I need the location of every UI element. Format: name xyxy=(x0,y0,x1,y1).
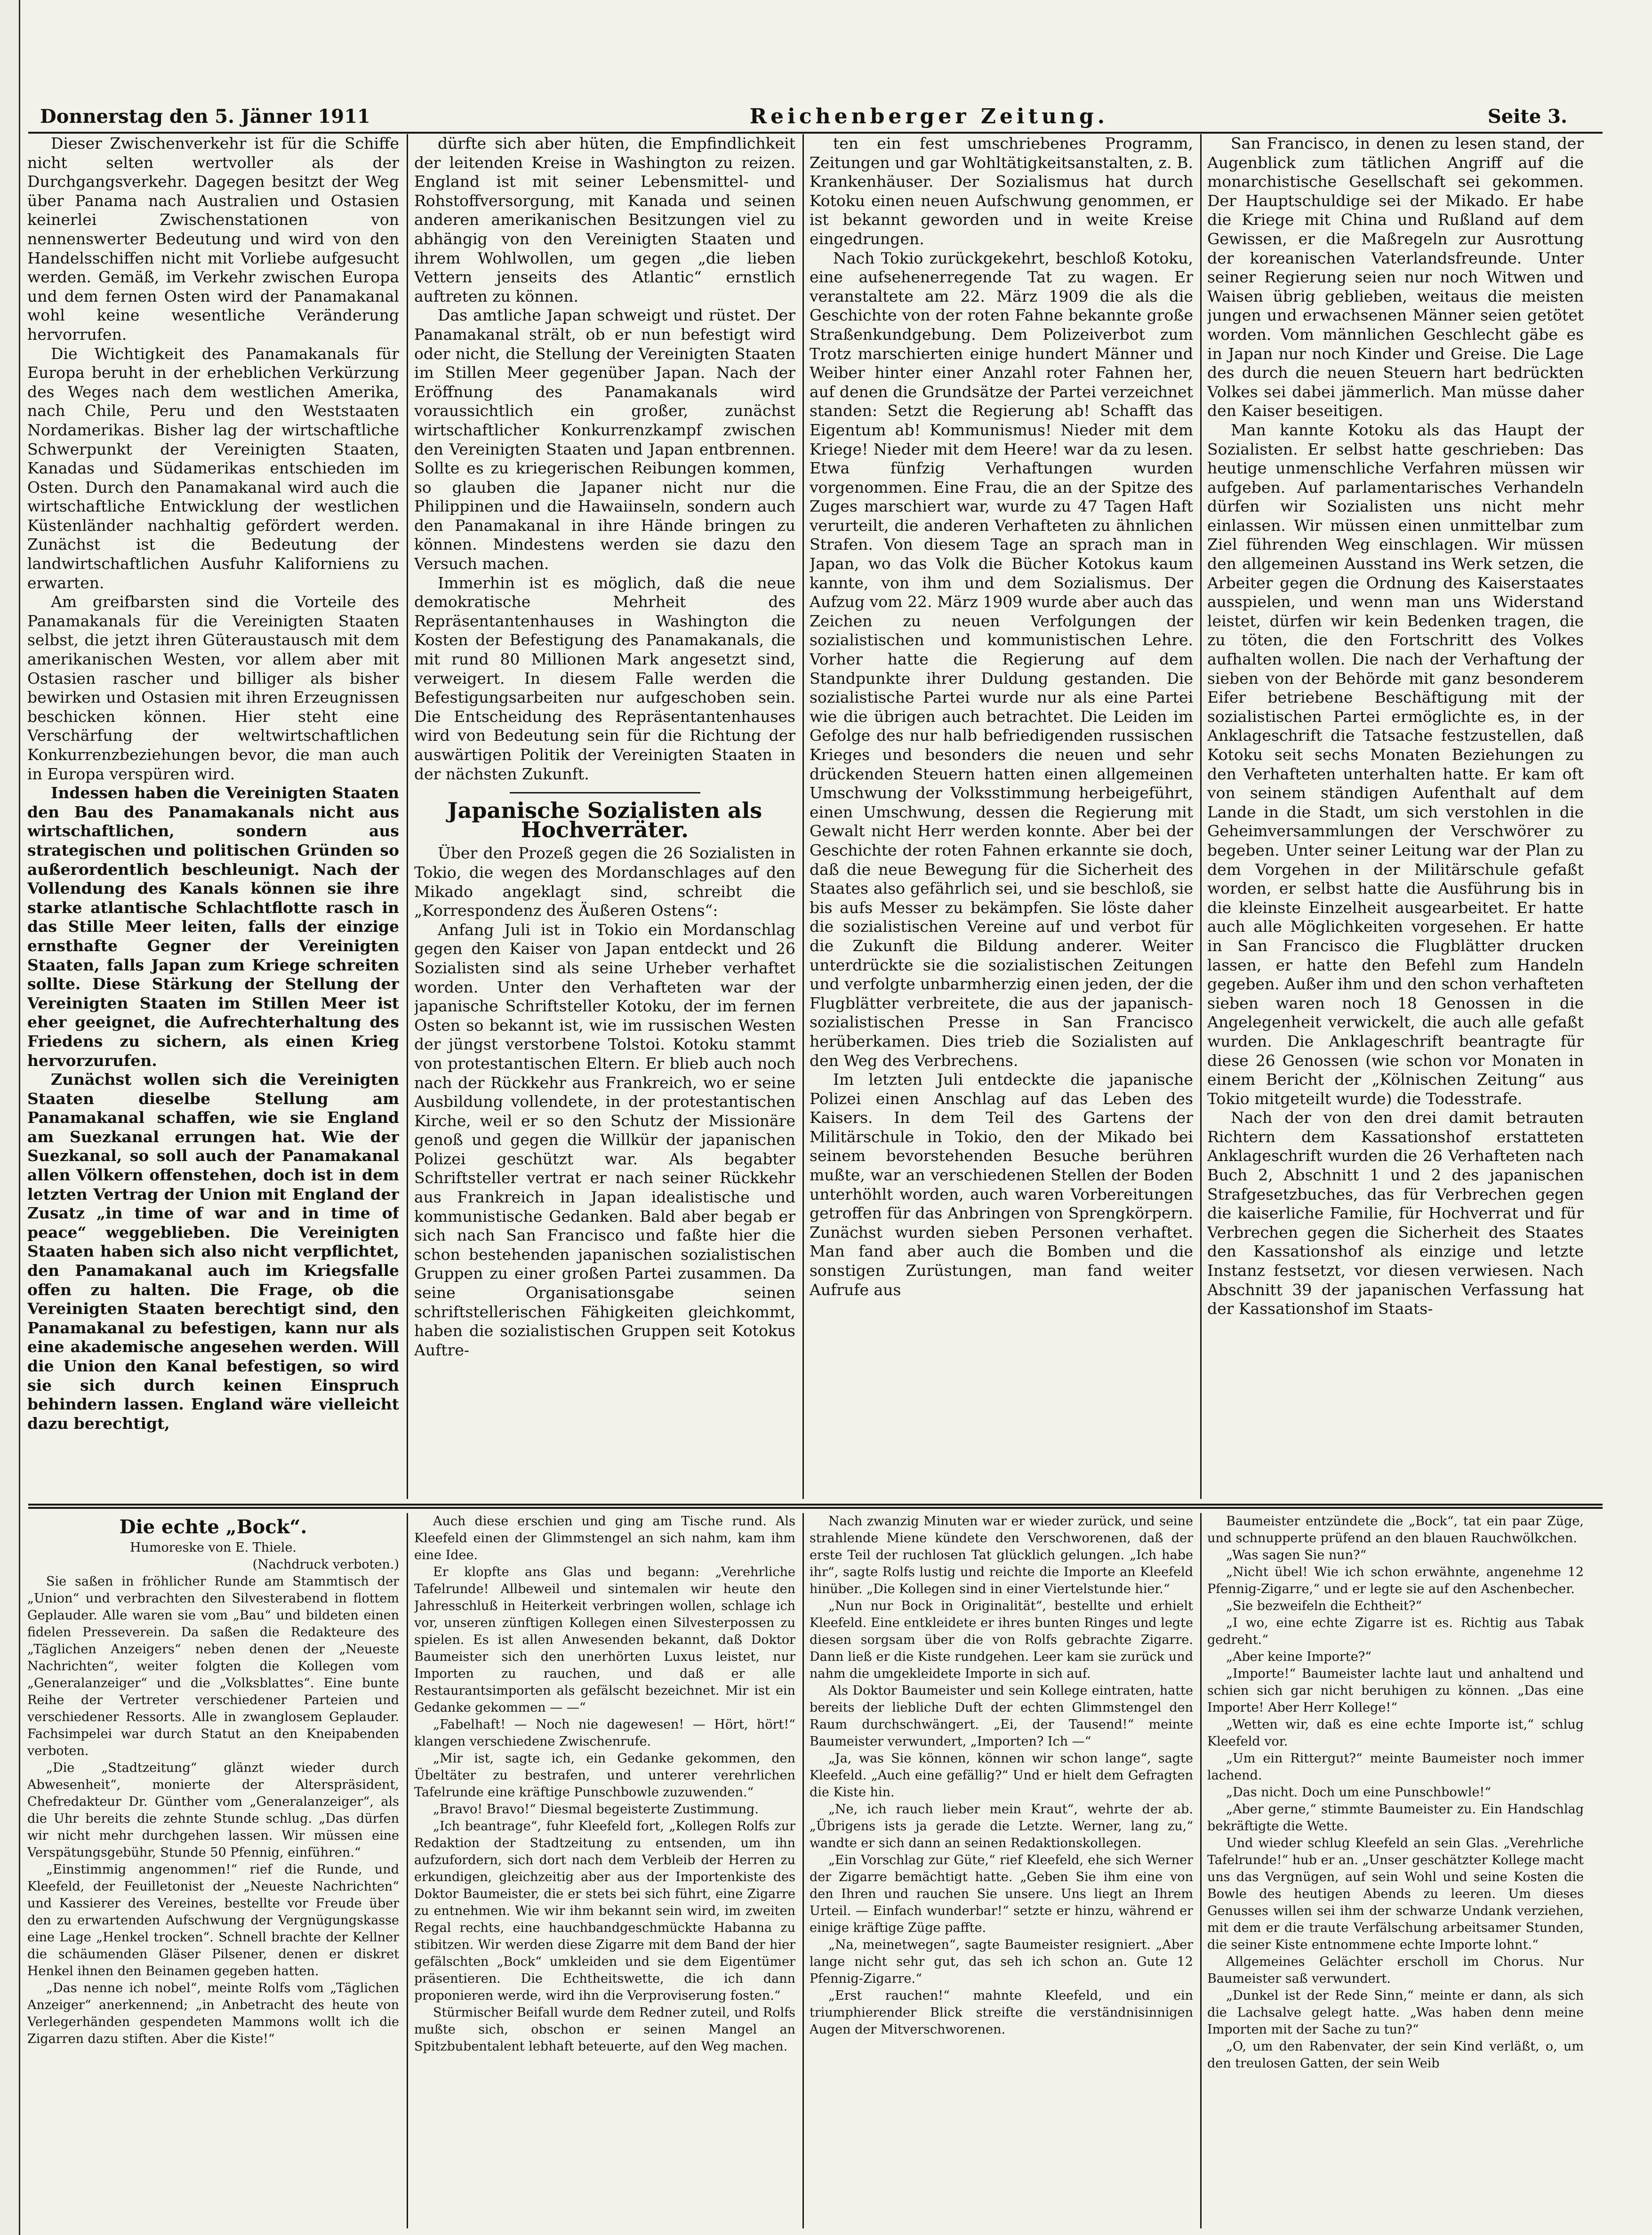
paragraph: „Nicht übel! Wie ich schon erwähnte, angenehme 12 Pfennig-Zigarre,“ und er legte sie auf den Aschenbecher. xyxy=(1207,1565,1584,1596)
paragraph: Die Wichtigkeit des Panamakanals für Europa beruht in der erheblichen Verkürzung des Weges nach dem westlichen Amerika, nach Chile, Peru und den Weststaaten Nordamerikas. Bisher lag der wirtschaftliche Schwerpunkt der Vereinigten Staaten, Kanadas und Südamerikas entschieden im Osten. Durch den Panamakanal wird auch die wirtschaftliche Entwicklung der westlichen Küstenländer nachhaltig gefördert werden. Zunächst ist die Bedeutung der landwirtschaftlichen Ausfuhr Kaliforniens zu erwarten. xyxy=(27,344,399,592)
paragraph: Als Doktor Baumeister und sein Kollege eintraten, hatte bereits der liebliche Duft der echten Glimmstengel den Raum durchschwängert. „Ei, der Tausend!“ meinte Baumeister verwundert, „Importen? Ich —“ xyxy=(810,1683,1193,1749)
paragraph: „Das nicht. Doch um eine Punschbowle!“ xyxy=(1226,1785,1492,1800)
paragraph: ten ein fest umschriebenes Programm, Zeitungen und gar Wohltätigkeitsanstalten, z. B. Krankenhäuser. Der Sozialismus hat durch Kotoku einen neuen Aufschwung genommen, er ist bekannt geworden und in weite Kreise eingedrungen. xyxy=(810,134,1193,248)
page-number: Seite 3. xyxy=(1487,105,1567,128)
paragraph: Baumeister entzündete die „Bock“, tat ein paar Züge, und schnupperte prüfend an den blauen Rauchwölkchen. xyxy=(1207,1514,1584,1546)
paragraph: „Um ein Rittergut?“ meinte Baumeister noch immer lachend. xyxy=(1207,1751,1584,1783)
paragraph: Nach zwanzig Minuten war er wieder zurück, und seine strahlende Miene kündete den Verschworenen, daß der erste Teil der ruchlosen Tat glücklich gelungen. „Ich habe ihr“, sagte Rolfs lustig und reichte die Importe an Kleefeld hinüber. „Die Kollegen sind in einer Viertelstunde hier.“ xyxy=(810,1514,1193,1596)
paragraph: „Ne, ich rauch lieber mein Kraut“, wehrte der ab. „Übrigens ists ja gerade die Letzte. Werner, lang zu,“ wandte er sich dann an seinen Redaktionskollegen. xyxy=(810,1802,1193,1850)
paragraph: „Fabelhaft! — Noch nie dagewesen! — Hört, hört!“ klangen verschiedene Zwischenrufe. xyxy=(414,1717,795,1749)
paragraph: Stürmischer Beifall wurde dem Redner zuteil, und Rolfs mußte sich, obschon er seinen Mangel an Spitzbubentalent lebhaft beteuerte, auf den Weg machen. xyxy=(414,2005,795,2054)
column-divider xyxy=(802,134,804,1499)
paragraph: „Die „Stadtzeitung“ glänzt wieder durch Abwesenheit“, monierte der Alterspräsident, Chefredakteur Dr. Günther vom „Generalanzeiger“, als die Uhr bereits die zehnte Stunde schlug. „Das dürfen wir nicht mehr durchgehen lassen. Wir müssen eine Verspätungsgebühr, Stunde 50 Pfennig, einführen.“ xyxy=(27,1761,399,1860)
paragraph: „Einstimmig angenommen!“ rief die Runde, und Kleefeld, der Feuilletonist der „Neueste Nachrichten“ und Kassierer des Vereines, bestellte vor Freude über den zu erwartenden Aufschwung der Vergnügungskasse eine Lage „Henkel trocken“. Schnell brachte der Kellner die schäumenden Gläser Pilsener, denen er diskret Henkel ihnen den Beinamen gegeben hatten. xyxy=(27,1862,399,1979)
paragraph: „Aber gerne,“ stimmte Baumeister zu. Ein Handschlag bekräftigte die Wette. xyxy=(1207,1802,1584,1834)
page-header xyxy=(40,104,1567,128)
story-column-3 xyxy=(810,1513,1193,2228)
paragraph: Das amtliche Japan schweigt und rüstet. Der Panamakanal strält, ob er nun befestigt wird oder nicht, die Stellung der Vereinigten Staaten im Stillen Meer gegenüber Japan. Nach der Eröffnung des Panamakanals wird voraussichtlich ein großer, zunächst wirtschaftlicher Konkurrenzkampf zwischen den Vereinigten Staaten und Japan entbrennen. Sollte es zu kriegerischen Reibungen kommen, so glauben die Japaner nicht nur die Philippinen und die Hawaiinseln, sondern auch den Panamakanal in ihre Hände bringen zu können. Mindestens werden sie dazu den Versuch machen. xyxy=(414,306,795,573)
paragraph: Indessen haben die Vereinigten Staaten den Bau des Panamakanals nicht aus wirtschaftlichen, sondern aus strategischen und politischen Gründen so außerordentlich beschleunigt. Nach der Vollendung des Kanals können sie ihre starke atlantische Schlachtflotte rasch in das Stille Meer leiten, falls der einzige ernsthafte Gegner der Vereinigten Staaten, falls Japan zum Kriege schreiten sollte. Diese Stärkung der Stellung der Vereinigten Staaten im Stillen Meer ist eher geeignet, die Aufrechterhaltung des Friedens zu sichern, als einen Krieg hervorzurufen. xyxy=(27,784,399,1070)
paragraph: „Mir ist, sagte ich, ein Gedanke gekommen, den Übeltäter zu bestrafen, und unterer verehrlichen Tafelrunde eine kräftige Punschbowle zuzuwenden.“ xyxy=(414,1751,795,1800)
paragraph: „Dunkel ist der Rede Sinn,“ meinte er dann, als sich die Lachsalve gelegt hatte. „Was haben denn meine Importen mit der Sache zu tun?“ xyxy=(1207,1988,1584,2037)
story-note: (Nachdruck verboten.) xyxy=(252,1557,399,1572)
paragraph: Er klopfte ans Glas und begann: „Verehrliche Tafelrunde! Allbeweil und sintemalen wir heute den Jahresschluß in Heiterkeit verbringen wollen, schlage ich vor, unseren zünftigen Kollegen einen Silvesterpossen zu spielen. Es ist allen Anwesenden bekannt, daß Doktor Baumeister sich den unerhörten Luxus leistet, nur Importen zu rauchen, und daß er alle Restaurantsimporten als gefälscht bezeichnet. Mir ist ein Gedanke gekommen — —“ xyxy=(414,1565,795,1715)
paragraph: „Wetten wir, daß es eine echte Importe ist,“ schlug Kleefeld vor. xyxy=(1207,1717,1584,1749)
article-heading: Japanische Sozialisten als Hochverräter. xyxy=(447,798,762,842)
paragraph: Anfang Juli ist in Tokio ein Mordanschlag gegen den Kaiser von Japan entdeckt und 26 Sozialisten sind als seine Urheber verhaftet worden. Unter den Verhafteten war der japanische Schriftsteller Kotoku, der im fernen Osten so bekannt ist, wie im russischen Westen der jüngst verstorbene Tolstoi. Kotoku stammt von protestantischen Eltern. Er blieb auch noch nach der Rückkehr aus Frankreich, wo er seine Ausbildung vollendete, in der protestantischen Kirche, weil er so den Schutz der Missionäre genoß und gegen die Willkür der japanischen Polizei geschützt war. Als begabter Schriftsteller vertrat er nach seiner Rückkehr aus Frankreich in Japan idealistische und kommunistische Gedanken. Bald aber begab er sich nach San Francisco und faßte hier die schon bestehenden japanischen sozialistischen Gruppen zu einer großen Partei zusammen. Da seine Organisationsgabe seinen schriftstellerischen Fähigkeiten gleichkommt, haben die sozialistischen Gruppen seit Kotokus Auftre- xyxy=(414,920,795,1359)
paragraph: Und wieder schlug Kleefeld an sein Glas. „Verehrliche Tafelrunde!“ hub er an. „Unser geschätzter Kollege macht uns das Vergnügen, auf sein Wohl und seine Kosten die Bowle des heutigen Abends zu leeren. Um dieses Genusses willen sei ihm der schwarze Undank verziehen, mit dem er die traute Verfälschung arbeitsamer Stunden, die seiner Kiste entnommene echte Importe lohnt.“ xyxy=(1207,1836,1584,1952)
story-column-1 xyxy=(27,1513,399,2228)
column-divider xyxy=(1200,134,1202,1499)
paragraph: „Sie bezweifeln die Echtheit?“ xyxy=(1226,1599,1422,1613)
feuilleton-rule-double xyxy=(28,1507,1603,1509)
paragraph: Über den Prozeß gegen die 26 Sozialisten in Tokio, die wegen des Mordanschlages auf den Mikado angeklagt sind, schreibt die „Korrespondenz des Äußeren Ostens“: xyxy=(414,844,795,920)
paragraph: „Erst rauchen!“ mahnte Kleefeld, und ein triumphierender Blick streifte die verständnisinnigen Augen der Mitverschworenen. xyxy=(810,1988,1193,2037)
column-3 xyxy=(810,134,1193,1499)
paragraph: Auch diese erschien und ging am Tische rund. Als Kleefeld einen der Glimmstengel an sich nahm, kam ihm eine Idee. xyxy=(414,1514,795,1562)
left-margin-strip xyxy=(0,0,20,2235)
paragraph: Allgemeines Gelächter erscholl im Chorus. Nur Baumeister saß verwundert. xyxy=(1207,1955,1584,1986)
paragraph: Immerhin ist es möglich, daß die neue demokratische Mehrheit des Repräsentantenhauses in Washington die Kosten der Befestigung des Panamakanals, die mit rund 80 Millionen Mark angesetzt sind, verweigert. In diesem Falle werden die Befestigungsarbeiten nur aufgeschoben sein. Die Entscheidung des Repräsentantenhauses wird von Bedeutung sein für die Richtung der auswärtigen Politik der Vereinigten Staaten in der nächsten Zukunft. xyxy=(414,573,795,783)
paragraph: „Na, meinetwegen“, sagte Baumeister resigniert. „Aber lange nicht sehr gut, das seh ich schon an. Gute 12 Pfennig-Zigarre.“ xyxy=(810,1938,1193,1986)
paragraph: „Was sagen Sie nun?“ xyxy=(1226,1548,1367,1562)
paragraph: Man kannte Kotoku als das Haupt der Sozialisten. Er selbst hatte geschrieben: Das heutige unmenschliche Verfahren müssen wir aufgeben. Auf parlamentarisches Verhandeln dürfen wir Sozialisten uns nicht mehr einlassen. Wir müssen einen unmittelbar zum Ziel führenden Weg einschlagen. Wir müssen den allgemeinen Ausstand ins Werk setzen, die Arbeiter gegen die Ordnung des Kaiserstaates ausspielen, und wenn man uns Widerstand leistet, dürfen wir kein Bedenken tragen, die zu töten, die den Fortschritt des Volkes aufhalten wollen. Die nach der Verhaftung der sieben von der Behörde mit ganz besonderem Eifer betriebene Beschäftigung mit der sozialistischen Partei ermöglichte es, in der Anklageschrift die Tatsache festzustellen, daß Kotoku seit sechs Monaten Beziehungen zu den Verhafteten unterhalten hatte. Er kam oft von seinem ständigen Aufenthalt auf dem Lande in die Stadt, um sich verstohlen in die Geheimversammlungen der Verschwörer zu begeben. Unter seiner Leitung war der Plan zu dem Vorgehen in der Militärschule gefaßt worden, er selbst hatte die Ausführung bis in die kleinste Einzelheit ausgearbeitet. Er hatte auch alle Möglichkeiten vorgesehen. Er hatte in San Francisco die Flugblätter drucken lassen, er hatte den Befehl zum Handeln gegeben. Außer ihm und den schon verhafteten sieben waren noch 18 Genossen in die Angelegenheit verwickelt, die auch alle gefaßt wurden. Die Anklageschrift beantragte für diese 26 Genossen (wie schon vor Monaten in einem Bericht der „Kölnischen Zeitung“ aus Tokio mitgeteilt wurde) die Todesstrafe. xyxy=(1207,420,1584,1108)
header-date: Donnerstag den 5. Jänner 1911 xyxy=(40,105,370,128)
paragraph: „Bravo! Bravo!“ Diesmal begeisterte Zustimmung. xyxy=(433,1802,759,1817)
paragraph: „Das nenne ich nobel“, meinte Rolfs vom „Täglichen Anzeiger“ anerkennend; „in Anbetracht des heute von Verlegerhänden gespendeten Mammons wollt ich die Zigarren dazu stiften. Aber die Kiste!“ xyxy=(27,1981,399,2046)
paragraph: Nach der von den drei damit betrauten Richtern dem Kassationshof erstatteten Anklageschrift wurden die 26 Verhafteten nach Buch 2, Abschnitt 1 und 2 des japanischen Strafgesetzbuches, das für Verbrechen gegen die kaiserliche Familie, für Hochverrat und für Verbrechen gegen die Sicherheit des Staates den Kassationshof als einzige und letzte Instanz festsetzt, vor diesen verwiesen. Nach Abschnitt 39 der japanischen Verfassung hat der Kassationshof im Staats- xyxy=(1207,1108,1584,1318)
column-4 xyxy=(1207,134,1584,1499)
column-divider xyxy=(407,134,408,1499)
column-1 xyxy=(27,134,399,1499)
story-byline: Humoreske von E. Thiele. xyxy=(129,1540,297,1555)
column-divider xyxy=(407,1513,408,2228)
paragraph: „Ich beantrage“, fuhr Kleefeld fort, „Kollegen Rolfs zur Redaktion der Stadtzeitung zu entsenden, um ihn aufzufordern, sich dort nach dem Verbleib der Herren zu erkundigen, gleichzeitig aber aus der Importenkiste des Doktor Baumeister, die er stets bei sich führt, eine Zigarre zu entnehmen. Wie wir ihm bekannt sein wird, im zweiten Regal rechts, eine hauchbandgeschmückte Habanna zu stibitzen. Wir werden diese Zigarre mit dem Band der hier gefälschten „Bock“ umkleiden und sie dem Eigentümer präsentieren. Die Echtheitswette, die ich dann proponieren werde, wird ihn die Verproviserung fosten.“ xyxy=(414,1819,795,2003)
paragraph: „Ja, was Sie können, können wir schon lange“, sagte Kleefeld. „Auch eine gefällig?“ Und er hielt dem Gefragten die Kiste hin. xyxy=(810,1751,1193,1800)
paragraph: Nach Tokio zurückgekehrt, beschloß Kotoku, eine aufsehenerregende Tat zu wagen. Er veranstaltete am 22. März 1909 die als die Geschichte von der roten Fahne bekannte große Straßenkundgebung. Dem Polizeiverbot zum Trotz marschierten einige hundert Männer und Weiber hinter einer Anzahl roter Fahnen her, auf denen die Grundsätze der Partei verzeichnet standen: Setzt die Regierung ab! Schafft das Eigentum ab! Kommunismus! Nieder mit dem Kriege! Nieder mit dem Heere! war da zu lesen. Etwa fünfzig Verhaftungen wurden vorgenommen. Eine Frau, die an der Spitze des Zuges marschiert war, wurde zu 47 Tagen Haft verurteilt, die anderen Verhafteten zu ähnlichen Strafen. Von diesem Tage an sprach man in Japan, wo das Volk die Bücher Kotokus kaum kannte, von ihm und dem Sozialismus. Der Aufzug vom 22. März 1909 wurde aber auch das Zeichen zu neuen Verfolgungen der sozialistischen und kommunistischen Lehre. Vorher hatte die Regierung auf dem Standpunkte ihrer Duldung gestanden. Die sozialistische Partei wurde nur als eine Partei wie die übrigen auch betrachtet. Die Leiden im Gefolge des nur halb befriedigenden russischen Krieges und besonders die neuen und sehr drückenden Steuern hatten einen allgemeinen Umschwung der Volksstimmung herbeigeführt, einen Umschwung, dessen die Regierung mit Gewalt nicht Herr werden konnte. Aber bei der Geschichte der roten Fahnen erkannte sie doch, daß die neue Bewegung für die Sicherheit des Staates also gefährlich sei, und sie beschloß, sie bis aufs Messer zu bekämpfen. Sie löste daher die sozialistischen Vereine auf und verbot für die Zukunft die Bildung anderer. Weiter unterdrückte sie die sozialistischen Zeitungen und verfolgte unbarmherzig einen jeden, der die Flugblätter verbreitete, die aus der japanisch-sozialistischen Presse in San Francisco herüberkamen. Dies trieb die Sozialisten auf den Weg des Verbrechens. xyxy=(810,248,1193,1070)
paragraph: Am greifbarsten sind die Vorteile des Panamakanals für die Vereinigten Staaten selbst, die jetzt ihren Güteraustausch mit dem amerikanischen Westen, vor allem aber mit Ostasien rascher und billiger als bisher bewirken und Ostasien mit ihren Erzeugnissen beschicken können. Hier steht eine Verschärfung der weltwirtschaftlichen Konkurrenzbeziehungen bevor, die man auch in Europa verspüren wird. xyxy=(27,593,399,783)
paragraph: dürfte sich aber hüten, die Empfindlichkeit der leitenden Kreise in Washington zu reizen. England ist mit seiner Lebensmittel- und Rohstoffversorgung, mit Kanada und seinen anderen amerikanischen Besitzungen viel zu abhängig von den Vereinigten Staaten und ihrem Wohlwollen, um gegen „die lieben Vettern jenseits des Atlantic“ ernstlich auftreten zu können. xyxy=(414,134,795,305)
paragraph: Im letzten Juli entdeckte die japanische Polizei einen Anschlag auf das Leben des Kaisers. In dem Teil des Gartens der Militärschule in Tokio, den der Mikado bei seinem bevorstehenden Besuche berühren mußte, war an verschiedenen Stellen der Boden unterhöhlt worden, auch waren Vorbereitungen getroffen für das Anbringen von Sprengkörpern. Zunächst wurden sieben Personen verhaftet. Man fand aber auch die Bomben und die sonstigen Zurüstungen, man fand weiter Aufrufe aus xyxy=(810,1070,1193,1299)
section-separator xyxy=(510,792,700,793)
paragraph: „Aber keine Importe?“ xyxy=(1226,1650,1371,1664)
column-divider xyxy=(1200,1513,1202,2228)
paragraph: „O, um den Rabenvater, der sein Kind verläßt, o, um den treulosen Gatten, der sein Weib xyxy=(1207,2039,1584,2071)
paragraph: San Francisco, in denen zu lesen stand, der Augenblick zum tätlichen Angriff auf die monarchistische Gesellschaft sei gekommen. Der Hauptschuldige sei der Mikado. Er habe die Kriege mit China und Rußland auf dem Gewissen, er die Maßregeln zur Ausrottung der koreanischen Vaterlandsfreunde. Unter seiner Regierung seien nur noch Witwen und Waisen übrig geblieben, weitaus die meisten jungen und erwachsenen Männer seien getötet worden. Vom männlichen Geschlecht gäbe es in Japan nur noch Kinder und Greise. Die Lage des durch die neuen Steuern hart bedrückten Volkes sei dabei jämmerlich. Man müsse daher den Kaiser beseitigen. xyxy=(1207,134,1584,420)
header-rule xyxy=(28,132,1603,134)
story-title: Die echte „Bock“. xyxy=(119,1516,307,1538)
paragraph: Sie saßen in fröhlicher Runde am Stammtisch der „Union“ und verbrachten den Silvesterabend in flottem Geplauder. Alle waren sie vom „Bau“ und bildeten einen fidelen Presseverein. Da saßen die Redakteure des „Täglichen Anzeigers“ neben denen der „Neueste Nachrichten“, weiter folgten die Kollegen vom „Generalanzeiger“ und die „Volksblattes“. Eine bunte Reihe der Vertreter verschiedener Parteien und verschiedener Ressorts. Alle in zwanglosem Geplauder. Fachsimpelei war durch Statut an den Kneipabenden verboten. xyxy=(27,1574,399,1758)
paragraph: Dieser Zwischenverkehr ist für die Schiffe nicht selten wertvoller als der Durchgangsverkehr. Dagegen besitzt der Weg über Panama nach Australien und Ostasien keinerlei Zwischenstationen von nennenswerter Bedeutung und wird von den Handelsschiffen nicht mit Vorliebe aufgesucht werden. Gemäß, im Verkehr zwischen Europa und dem fernen Osten wird der Panamakanal wohl keine wesentliche Veränderung hervorrufen. xyxy=(27,134,399,344)
paragraph: Zunächst wollen sich die Vereinigten Staaten dieselbe Stellung am Panamakanal schaffen, wie sie England am Suezkanal errungen hat. Wie der Suezkanal, so soll auch der Panamakanal allen Völkern offenstehen, doch ist in dem letzten Vertrag der Union mit England der Zusatz „in time of war and in time of peace“ weggeblieben. Die Vereinigten Staaten haben sich also nicht verpflichtet, den Panamakanal auch im Kriegsfalle offen zu halten. Die Frage, ob die Vereinigten Staaten berechtigt sind, den Panamakanal zu befestigen, kann nur als eine akademische angesehen werden. Will die Union den Kanal befestigen, so wird sie sich durch keinen Einspruch behindern lassen. England wäre vielleicht dazu berechtigt, xyxy=(27,1070,399,1433)
story-column-2 xyxy=(414,1513,795,2228)
paragraph: „I wo, eine echte Zigarre ist es. Richtig aus Tabak gedreht.“ xyxy=(1207,1616,1584,1647)
paragraph: „Importe!“ Baumeister lachte laut und anhaltend und schien sich gar nicht beruhigen zu können. „Das eine Importe! Aber Herr Kollege!“ xyxy=(1207,1666,1584,1715)
column-2 xyxy=(414,134,795,1499)
paragraph: „Nun nur Bock in Originalität“, bestellte und erhielt Kleefeld. Eine entkleidete er ihres bunten Ringes und legte diesen sorgsam über die von Rolfs gebrachte Zigarre. Dann ließ er die Kiste rundgehen. Leer kam sie zurück und nahm die umgekleidete Importe in sich auf. xyxy=(810,1599,1193,1681)
feuilleton-rule xyxy=(28,1504,1603,1506)
paragraph: „Ein Vorschlag zur Güte,“ rief Kleefeld, ehe sich Werner der Zigarre bemächtigt hatte. „Geben Sie ihm eine von den Ihren und rauchen Sie unsere. Uns liegt an Ihrem Urteil. — Einfach wunderbar!“ setzte er hinzu, während er einige kräftige Züge paffte. xyxy=(810,1853,1193,1935)
newspaper-title: Reichenberger Zeitung. xyxy=(749,104,1109,128)
column-divider xyxy=(802,1513,804,2228)
story-column-4 xyxy=(1207,1513,1584,2228)
